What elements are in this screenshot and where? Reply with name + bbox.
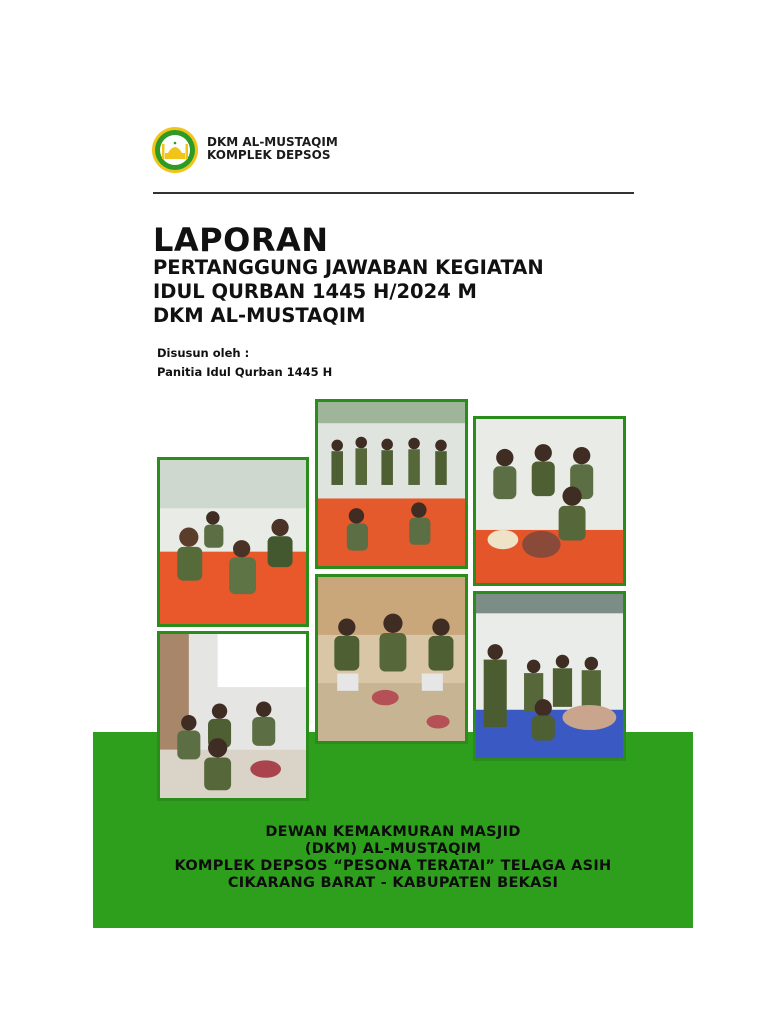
- footer-line-3: KOMPLEK DEPSOS “PESONA TERATAI” TELAGA ASIH: [174, 858, 612, 874]
- footer-organization: [93, 824, 693, 892]
- footer-line-1: DEWAN KEMAKMURAN MASJID: [265, 824, 521, 840]
- report-title: LAPORAN: [153, 221, 329, 259]
- subtitle-line-3: DKM AL-MUSTAQIM: [153, 304, 366, 327]
- subtitle-line-1: PERTANGGUNG JAWABAN KEGIATAN: [153, 256, 544, 279]
- footer-line-2: (DKM) AL-MUSTAQIM: [304, 841, 482, 857]
- report-subtitle: [153, 256, 544, 328]
- photo-tent-crowd: [315, 399, 468, 569]
- header-divider: [153, 192, 634, 194]
- report-cover: [93, 86, 693, 928]
- subtitle-line-2: IDUL QURBAN 1445 H/2024 M: [153, 280, 477, 303]
- footer-line-4: CIKARANG BARAT - KABUPATEN BEKASI: [227, 875, 559, 891]
- org-line-1: DKM AL-MUSTAQIM: [207, 135, 338, 149]
- author-name: Panitia Idul Qurban 1445 H: [157, 365, 333, 379]
- photo-volunteers-cutting-meat: [157, 457, 309, 627]
- organization-name: [207, 136, 338, 162]
- author-label: Disusun oleh :: [157, 346, 250, 360]
- photo-indoor-meat-sorting: [157, 631, 309, 801]
- mosque-logo-icon: [151, 126, 199, 174]
- photo-team-waving: [315, 574, 468, 744]
- photo-group-sitting-orange-mat: [473, 416, 626, 586]
- photo-slaughter-area: [473, 591, 626, 761]
- org-line-2: KOMPLEK DEPSOS: [207, 148, 331, 162]
